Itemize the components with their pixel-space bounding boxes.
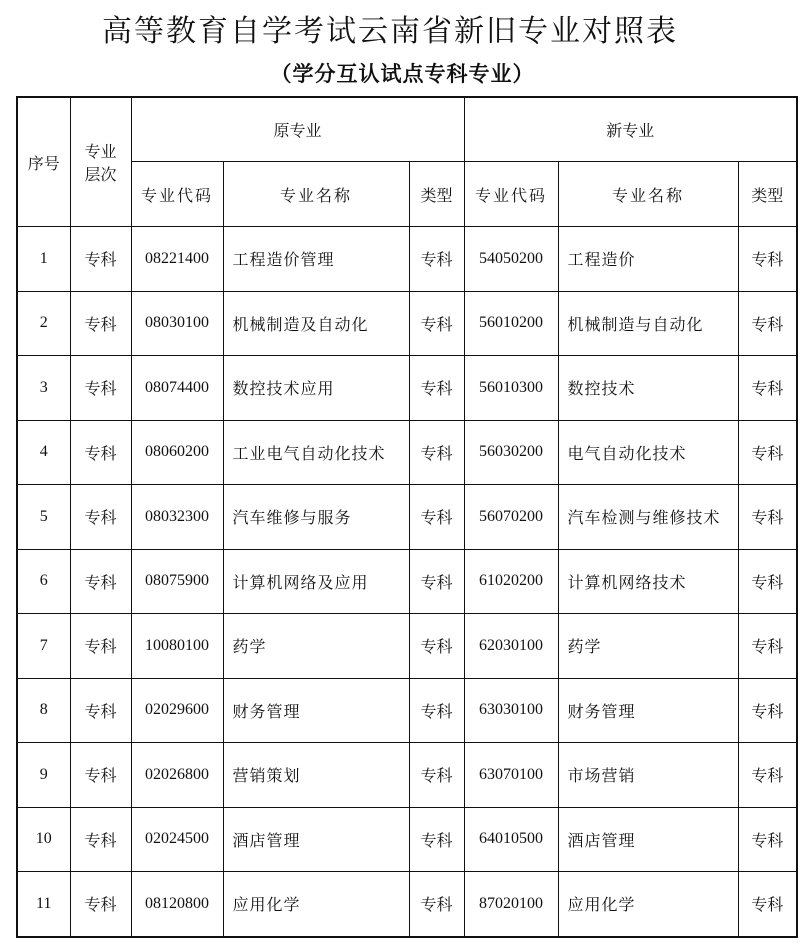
cell-old-type: 专科 <box>409 549 464 614</box>
cell-seq: 2 <box>17 291 70 356</box>
cell-new-type: 专科 <box>738 678 797 743</box>
cell-old-type: 专科 <box>409 291 464 356</box>
cell-old-code: 08120800 <box>131 872 223 937</box>
cell-old-name: 财务管理 <box>223 678 409 743</box>
table-row <box>17 743 797 808</box>
cell-level: 专科 <box>70 872 131 937</box>
cell-old-code: 02026800 <box>131 743 223 808</box>
cell-new-type: 专科 <box>738 291 797 356</box>
cell-new-type: 专科 <box>738 743 797 808</box>
table-row <box>17 678 797 743</box>
cell-level: 专科 <box>70 485 131 550</box>
cell-old-code: 02024500 <box>131 807 223 872</box>
cell-new-code: 63030100 <box>464 678 558 743</box>
header-level-line2: 层次 <box>84 165 117 184</box>
table-body <box>17 227 797 937</box>
cell-old-type: 专科 <box>409 420 464 485</box>
cell-old-type: 专科 <box>409 872 464 937</box>
cell-old-code: 08221400 <box>131 227 223 292</box>
cell-old-name: 计算机网络及应用 <box>223 549 409 614</box>
header-level <box>70 97 131 227</box>
cell-old-code: 08060200 <box>131 420 223 485</box>
header-old-type: 类型 <box>409 162 464 227</box>
cell-new-name: 市场营销 <box>558 743 738 808</box>
cell-new-name: 酒店管理 <box>558 807 738 872</box>
cell-old-type: 专科 <box>409 356 464 421</box>
cell-seq: 7 <box>17 614 70 679</box>
table-row <box>17 227 797 292</box>
cell-old-name: 工程造价管理 <box>223 227 409 292</box>
cell-new-code: 54050200 <box>464 227 558 292</box>
cell-seq: 8 <box>17 678 70 743</box>
cell-level: 专科 <box>70 614 131 679</box>
cell-seq: 3 <box>17 356 70 421</box>
cell-level: 专科 <box>70 420 131 485</box>
cell-level: 专科 <box>70 743 131 808</box>
cell-level: 专科 <box>70 678 131 743</box>
cell-seq: 10 <box>17 807 70 872</box>
cell-old-type: 专科 <box>409 678 464 743</box>
table-row <box>17 291 797 356</box>
cell-old-name: 机械制造及自动化 <box>223 291 409 356</box>
cell-new-code: 56010300 <box>464 356 558 421</box>
cell-seq: 5 <box>17 485 70 550</box>
cell-old-name: 工业电气自动化技术 <box>223 420 409 485</box>
cell-old-type: 专科 <box>409 614 464 679</box>
cell-new-name: 汽车检测与维修技术 <box>558 485 738 550</box>
cell-new-type: 专科 <box>738 872 797 937</box>
cell-old-name: 营销策划 <box>223 743 409 808</box>
table-row <box>17 807 797 872</box>
cell-level: 专科 <box>70 807 131 872</box>
cell-new-code: 56070200 <box>464 485 558 550</box>
cell-old-name: 酒店管理 <box>223 807 409 872</box>
cell-new-code: 56030200 <box>464 420 558 485</box>
cell-old-type: 专科 <box>409 227 464 292</box>
cell-new-code: 87020100 <box>464 872 558 937</box>
cell-old-name: 数控技术应用 <box>223 356 409 421</box>
cell-new-name: 工程造价 <box>558 227 738 292</box>
cell-new-name: 财务管理 <box>558 678 738 743</box>
header-seq: 序号 <box>17 97 70 227</box>
cell-new-type: 专科 <box>738 614 797 679</box>
page-subtitle: （学分互认试点专科专业） <box>270 61 535 86</box>
cell-new-name: 应用化学 <box>558 872 738 937</box>
cell-new-name: 数控技术 <box>558 356 738 421</box>
cell-old-code: 08074400 <box>131 356 223 421</box>
cell-new-code: 61020200 <box>464 549 558 614</box>
table-row <box>17 872 797 937</box>
cell-old-type: 专科 <box>409 485 464 550</box>
table-row <box>17 614 797 679</box>
cell-old-code: 08030100 <box>131 291 223 356</box>
cell-new-code: 64010500 <box>464 807 558 872</box>
cell-seq: 4 <box>17 420 70 485</box>
cell-level: 专科 <box>70 227 131 292</box>
cell-new-type: 专科 <box>738 485 797 550</box>
header-old-name: 专业名称 <box>223 162 409 227</box>
cell-level: 专科 <box>70 291 131 356</box>
cell-old-name: 应用化学 <box>223 872 409 937</box>
cell-new-name: 计算机网络技术 <box>558 549 738 614</box>
header-new-type: 类型 <box>738 162 797 227</box>
cell-old-name: 药学 <box>223 614 409 679</box>
cell-old-type: 专科 <box>409 743 464 808</box>
cell-old-code: 08075900 <box>131 549 223 614</box>
cell-new-code: 62030100 <box>464 614 558 679</box>
cell-new-code: 63070100 <box>464 743 558 808</box>
header-old-code: 专业代码 <box>131 162 223 227</box>
cell-new-type: 专科 <box>738 227 797 292</box>
cell-old-code: 08032300 <box>131 485 223 550</box>
cell-new-code: 56010200 <box>464 291 558 356</box>
header-new-code: 专业代码 <box>464 162 558 227</box>
header-old-major: 原专业 <box>131 97 464 162</box>
comparison-table <box>16 96 798 938</box>
table-row <box>17 420 797 485</box>
table-row <box>17 356 797 421</box>
page-title: 高等教育自学考试云南省新旧专业对照表 <box>102 14 678 49</box>
header-level-line1: 专业 <box>84 142 117 161</box>
cell-level: 专科 <box>70 356 131 421</box>
table-row <box>17 485 797 550</box>
cell-new-type: 专科 <box>738 356 797 421</box>
cell-new-type: 专科 <box>738 549 797 614</box>
cell-new-name: 机械制造与自动化 <box>558 291 738 356</box>
cell-new-type: 专科 <box>738 420 797 485</box>
cell-seq: 11 <box>17 872 70 937</box>
cell-seq: 6 <box>17 549 70 614</box>
cell-seq: 9 <box>17 743 70 808</box>
cell-new-name: 药学 <box>558 614 738 679</box>
cell-old-code: 10080100 <box>131 614 223 679</box>
cell-old-type: 专科 <box>409 807 464 872</box>
cell-new-name: 电气自动化技术 <box>558 420 738 485</box>
cell-seq: 1 <box>17 227 70 292</box>
cell-old-code: 02029600 <box>131 678 223 743</box>
cell-new-type: 专科 <box>738 807 797 872</box>
table-row <box>17 549 797 614</box>
header-new-major: 新专业 <box>464 97 797 162</box>
cell-old-name: 汽车维修与服务 <box>223 485 409 550</box>
header-new-name: 专业名称 <box>558 162 738 227</box>
cell-level: 专科 <box>70 549 131 614</box>
